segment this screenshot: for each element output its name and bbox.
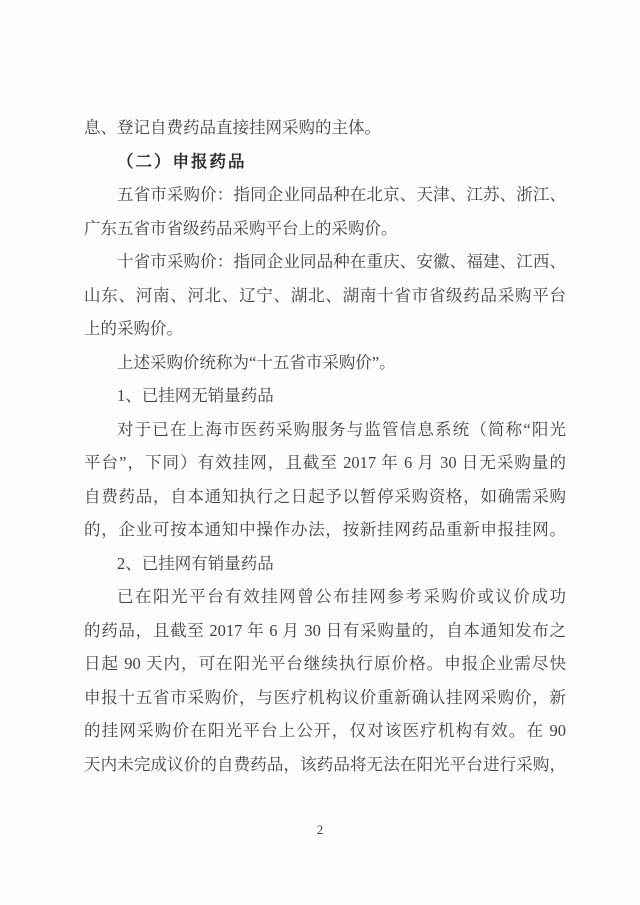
document-line: 的药品，且截至 2017 年 6 月 30 日有采购量的，自本通知发布之 (84, 620, 566, 640)
document-line: 广东五省市省级药品采购平台上的采购价。 (84, 218, 398, 238)
page-number: 2 (316, 822, 324, 837)
document-line: 息、登记自费药品直接挂网采购的主体。 (84, 118, 381, 137)
document-line: 五省市采购价：指同企业同品种在北京、天津、江苏、浙江、 (117, 185, 566, 204)
document-line: 1、已挂网无销量药品 (117, 386, 274, 405)
document-line: 十省市采购价：指同企业同品种在重庆、安徽、福建、江西、 (117, 252, 566, 271)
page-footer (0, 822, 640, 838)
document-line: 天内未完成议价的自费药品，该药品将无法在阳光平台进行采购， (84, 754, 566, 774)
document-line: 山东、河南、河北、辽宁、湖北、湖南十省市省级药品采购平台 (84, 285, 566, 305)
document-body-text (84, 111, 566, 781)
document-line: 平台”，下同）有效挂网，且截至 2017 年 6 月 30 日无采购量的 (84, 453, 566, 472)
document-line: 的，企业可按本通知中操作办法，按新挂网药品重新申报挂网。 (84, 520, 566, 539)
document-line: 上的采购价。 (84, 319, 183, 338)
document-line: 自费药品，自本通知执行之日起予以暂停采购资格，如确需采购 (84, 486, 566, 506)
document-line: 日起 90 天内，可在阳光平台继续执行原价格。申报企业需尽快 (84, 654, 566, 673)
document-line: 上述采购价统称为“十五省市采购价”。 (117, 352, 396, 372)
section-heading: （二）申报药品 (117, 151, 247, 171)
document-line: 对于已在上海市医药采购服务与监管信息系统（简称“阳光 (117, 419, 566, 439)
document-line: 申报十五省市采购价，与医疗机构议价重新确认挂网采购价，新 (84, 687, 566, 707)
document-line: 的挂网采购价在阳光平台上公开，仅对该医疗机构有效。在 90 (84, 721, 566, 740)
document-line: 2、已挂网有销量药品 (117, 553, 274, 573)
document-line: 已在阳光平台有效挂网曾公布挂网参考采购价或议价成功 (117, 587, 566, 606)
